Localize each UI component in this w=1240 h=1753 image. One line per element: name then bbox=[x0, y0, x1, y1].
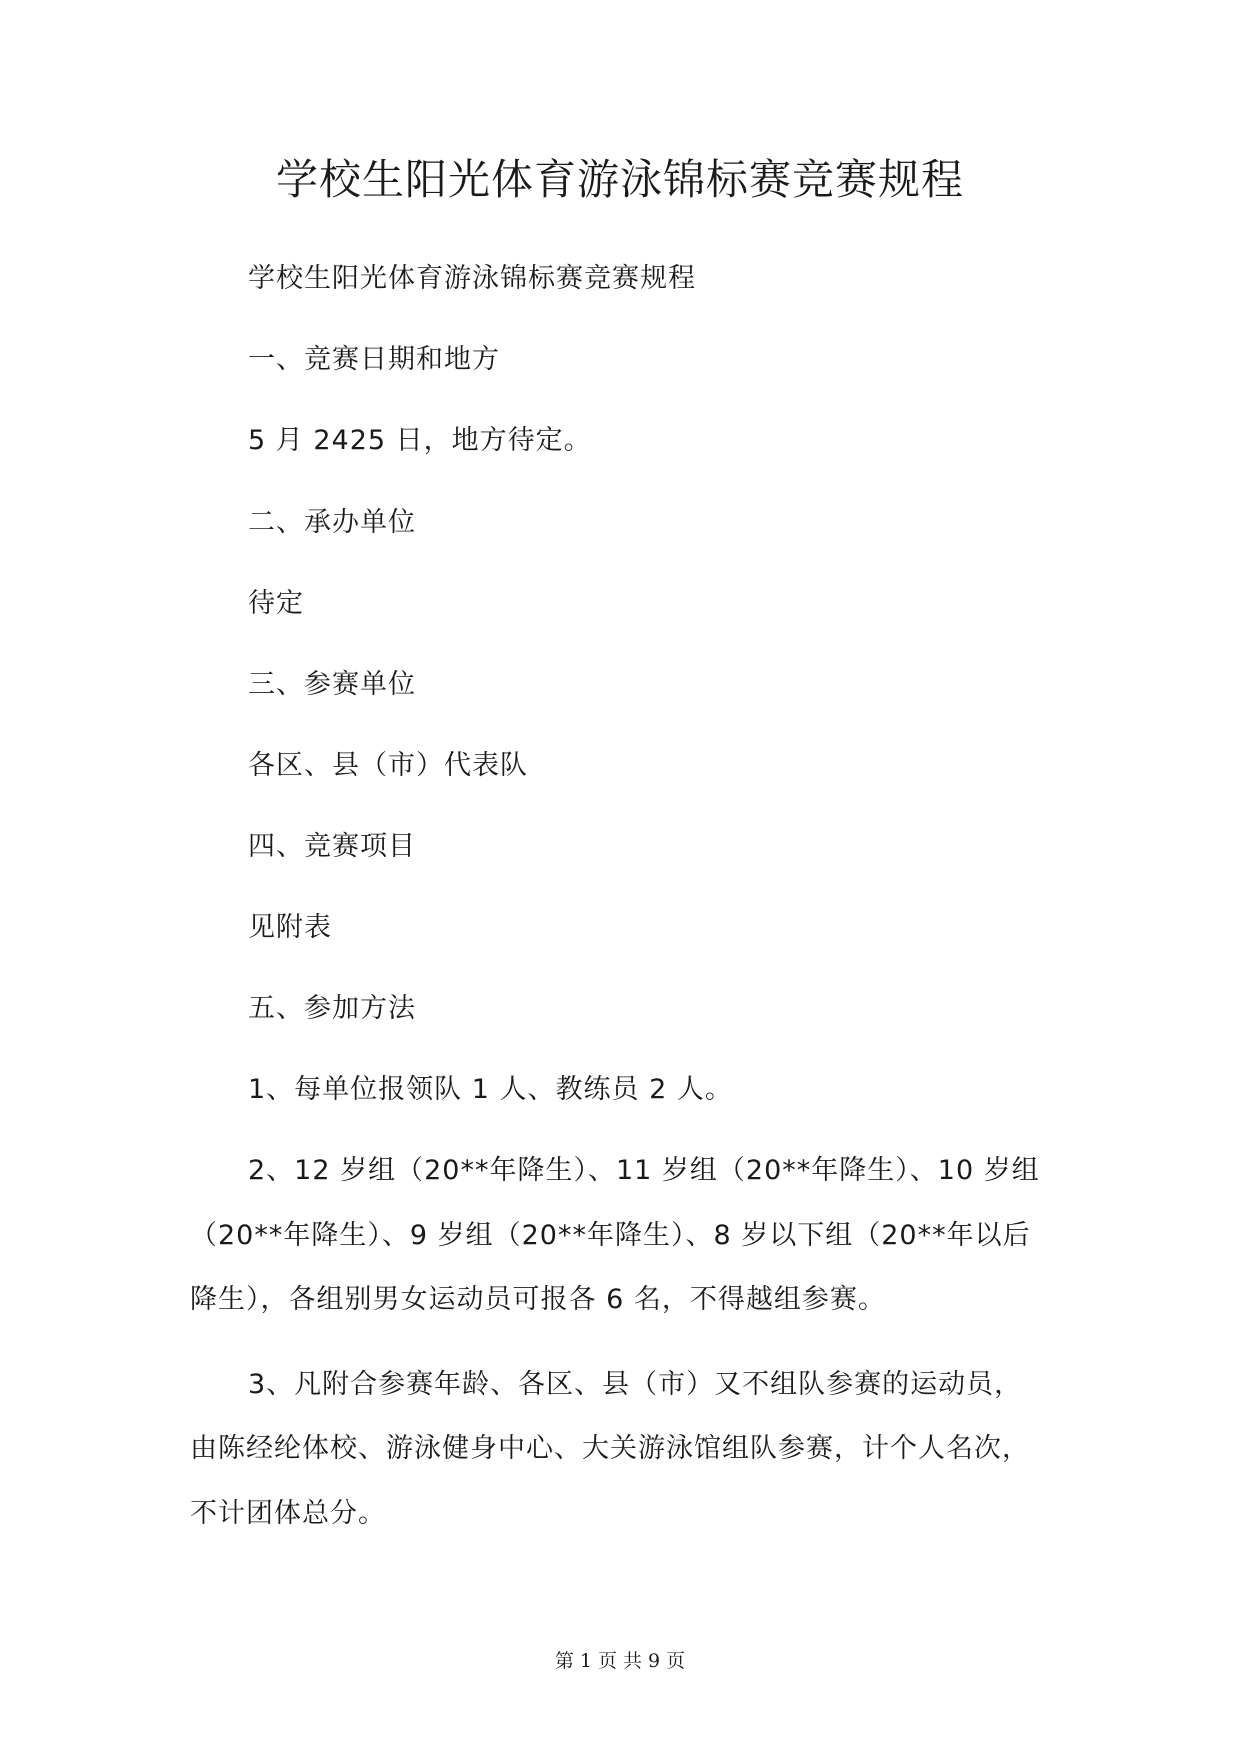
method-item-1: 1、每单位报领队 1 人、教练员 2 人。 bbox=[248, 1074, 733, 1105]
date-venue-text: 5 月 2425 日，地方待定。 bbox=[248, 425, 592, 456]
organizer-text: 待定 bbox=[248, 588, 304, 619]
subtitle-line: 学校生阳光体育游泳锦标赛竞赛规程 bbox=[248, 263, 696, 294]
section-heading-participants: 三、参赛单位 bbox=[248, 669, 416, 700]
section-heading-events: 四、竞赛项目 bbox=[248, 831, 416, 862]
page-footer: 第 1 页 共 9 页 bbox=[554, 1650, 686, 1672]
method-item-2-line-1: 2、12 岁组（20**年降生）、11 岁组（20**年降生）、10 岁组 bbox=[248, 1155, 1040, 1186]
method-item-3-line-1: 3、凡附合参赛年龄、各区、县（市）又不组队参赛的运动员， bbox=[248, 1369, 1023, 1400]
method-item-3-line-2: 由陈经纶体校、游泳健身中心、大关游泳馆组队参赛，计个人名次， bbox=[190, 1433, 1030, 1464]
method-item-2-line-3: 降生），各组别男女运动员可报各 6 名，不得越组参赛。 bbox=[190, 1284, 886, 1315]
participants-text: 各区、县（市）代表队 bbox=[248, 750, 528, 781]
section-heading-method: 五、参加方法 bbox=[248, 993, 416, 1024]
method-item-3-line-3: 不计团体总分。 bbox=[190, 1498, 386, 1529]
section-heading-date-venue: 一、竞赛日期和地方 bbox=[248, 344, 500, 375]
events-text: 见附表 bbox=[248, 912, 332, 943]
document-title: 学校生阳光体育游泳锦标赛竞赛规程 bbox=[275, 155, 964, 204]
section-heading-organizer: 二、承办单位 bbox=[248, 507, 416, 538]
method-item-2-line-2: （20**年降生）、9 岁组（20**年降生）、8 岁以下组（20**年以后 bbox=[190, 1220, 1031, 1251]
